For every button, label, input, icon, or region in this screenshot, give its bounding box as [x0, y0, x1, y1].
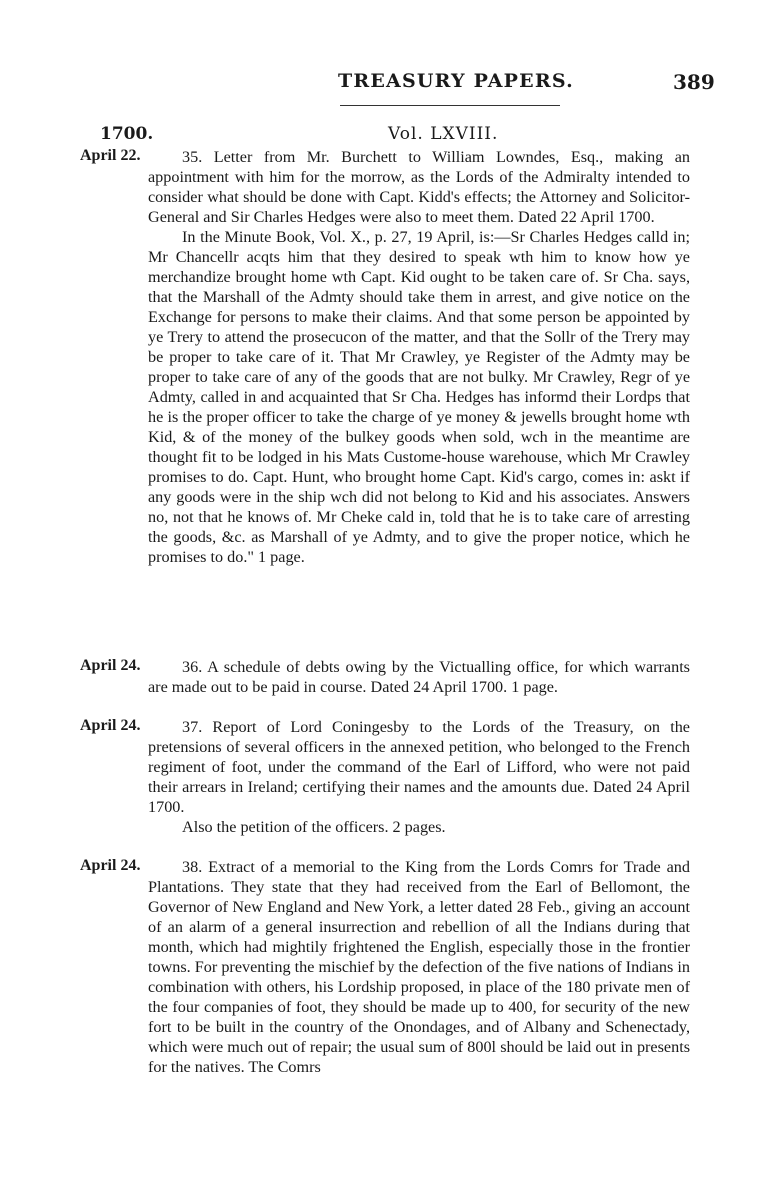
entry-paragraph: 36. A schedule of debts owing by the Victualling office, for which warrants are made out to be paid in course. Dated 24 April 1700. 1 page. — [148, 658, 690, 696]
entry-paragraph: In the Minute Book, Vol. X., p. 27, 19 April, is:—Sr Charles Hedges calld in; Mr Chancellr acqts him that they desired to speak wth him to know how ye merchandize brought home wth Capt. Kid ought to be taken care of. Sr Cha. says, that the Marshall of the Admty should take them in arrest, and give notice on the Exchange for persons to make their claims. And that some person be appointed by ye Trery to attend the prosecucon of the matter, and that the Sollr of the Trery may be proper to take care of it. That Mr Crawley, ye Register of the Admty may be proper to take care of any of the goods that are not bulky. Mr Crawley, Regr of ye Admty, called in and acquainted that Sr Cha. Hedges has informd their Lordps that he is the proper officer to take the charge of ye money & jewells brought home wth Kid, & of the money of the bulkey goods when sold, wch in the meantime are thought fit to be lodged in his Mats Custome-house warehouse, which Mr Crawley promises to do. Capt. Hunt, who brought home Capt. Kid's cargo, comes in: askt if any goods were in the ship wch did not belong to Kid and his associates. Answers no, not that he knows of. Mr Cheke cald in, told that he is to take care of arresting the goods, &c. as Marshall of ye Admty, and to give the proper notice, which he promises to do." 1 page. — [148, 228, 690, 566]
entry-body — [148, 717, 690, 837]
running-title: TREASURY PAPERS. — [338, 70, 574, 92]
volume-label: Vol. LXVIII. — [388, 124, 499, 144]
entry-paragraph: 37. Report of Lord Coningesby to the Lords of the Treasury, on the pretensions of several officers in the annexed petition, who belonged to the French regiment of foot, under the command of the Earl of Lifford, who were not paid their arrears in Ireland; certifying their names and the amounts due. Dated 24 April 1700. — [148, 718, 690, 816]
entry-body — [148, 657, 690, 697]
entry-date: April 22. — [80, 147, 141, 164]
header-rule — [340, 105, 560, 106]
entry-date: April 24. — [80, 857, 141, 874]
year-label: 1700. — [100, 124, 154, 144]
entry-body — [148, 147, 690, 567]
entry-paragraph: 35. Letter from Mr. Burchett to William Lowndes, Esq., making an appointment with him for the morrow, as the Lords of the Admiralty intended to consider what should be done with Capt. Kidd's effects; the Attorney and Solicitor-General and Sir Charles Hedges were also to meet them. Dated 22 April 1700. — [148, 148, 690, 226]
page-number: 389 — [673, 70, 715, 94]
entry-paragraph: 38. Extract of a memorial to the King from the Lords Comrs for Trade and Plantations. They state that they had received from the Earl of Bellomont, the Governor of New England and New York, a letter dated 28 Feb., giving an account of an alarm of a general insurrection and rebellion of all the Indians during that month, which had mightily frightened the English, especially those in the frontier towns. For preventing the mischief by the defection of the five nations of Indians in combination with others, his Lordship proposed, in place of the 180 private men of the four companies of foot, they should be made up to 400, for security of the new fort to be built in the country of the Onondages, and of Albany and Schenectady, which were much out of repair; the usual sum of 800l should be laid out in presents for the natives. The Comrs — [148, 858, 690, 1076]
entry-date: April 24. — [80, 717, 141, 734]
entry-paragraph: Also the petition of the officers. 2 pages. — [182, 818, 446, 836]
running-head — [0, 64, 770, 104]
entry-date: April 24. — [80, 657, 141, 674]
entry-body — [148, 857, 690, 1077]
